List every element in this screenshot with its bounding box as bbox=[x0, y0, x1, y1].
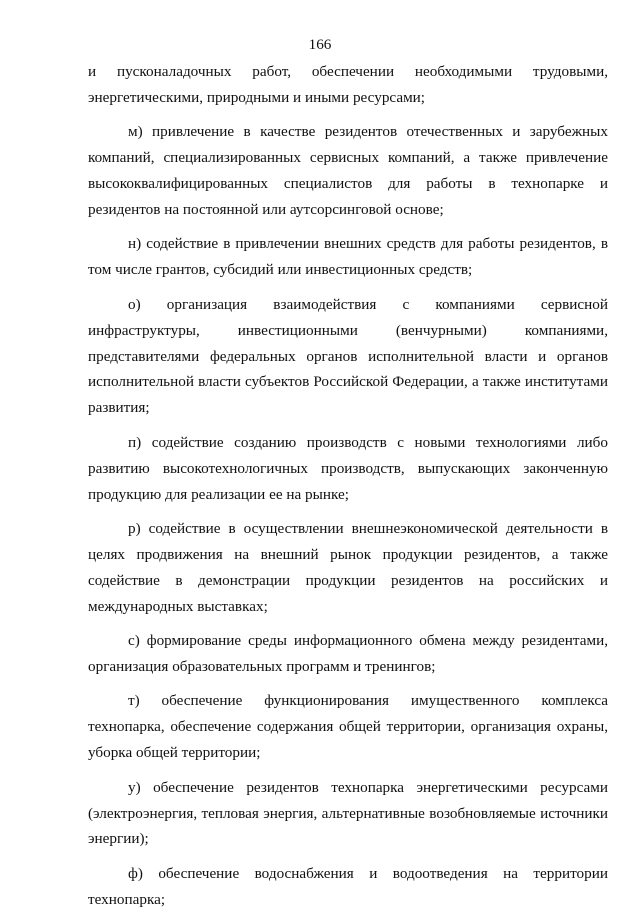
paragraph-item-n: н) содействие в привлечении внешних средств для работы резидентов, в том числе грантов, субсидий или инвестиционных средств; bbox=[88, 235, 608, 279]
paragraph-item-t: т) обеспечение функционирования имущественного комплекса технопарка, обеспечение содержания общей территории, организация охраны, уборка общей территории; bbox=[88, 692, 608, 762]
paragraph-item-s: с) формирование среды информационного обмена между резидентами, организация образовательных программ и тренингов; bbox=[88, 632, 608, 676]
page-number: 166 bbox=[308, 36, 332, 53]
paragraph-item-o: о) организация взаимодействия с компаниями сервисной инфраструктуры, инвестиционными (венчурными) компаниями, представителями федеральных органов исполнительной власти и органов исполнительной власти субъектов Российской Федерации, а также институтами развития; bbox=[88, 295, 608, 417]
paragraph-item-f: ф) обеспечение водоснабжения и водоотведения на территории технопарка; bbox=[88, 864, 608, 908]
paragraph-item-u: у) обеспечение резидентов технопарка энергетическими ресурсами (электроэнергия, тепловая энергия, альтернативные возобновляемые источники энергии); bbox=[88, 778, 608, 848]
paragraph-item-m: м) привлечение в качестве резидентов отечественных и зарубежных компаний, специализированных сервисных компаний, а также привлечение высококвалифицированных специалистов для работы в технопарке и резидентов на постоянной или аутсорсинговой основе; bbox=[88, 123, 608, 219]
body-text bbox=[88, 59, 608, 921]
paragraph-item-p: п) содействие созданию производств с новыми технологиями либо развитию высокотехнологичных производств, выпускающих законченную продукцию для реализации ее на рынке; bbox=[88, 433, 608, 503]
paragraph-continuation: и пусконаладочных работ, обеспечении необходимыми трудовыми, энергетическими, природными и иными ресурсами; bbox=[88, 63, 608, 106]
paragraph-item-r: р) содействие в осуществлении внешнеэкономической деятельности в целях продвижения на внешний рынок продукции резидентов, а также содействие в демонстрации продукции резидентов на российских и международных выставках; bbox=[88, 520, 608, 615]
